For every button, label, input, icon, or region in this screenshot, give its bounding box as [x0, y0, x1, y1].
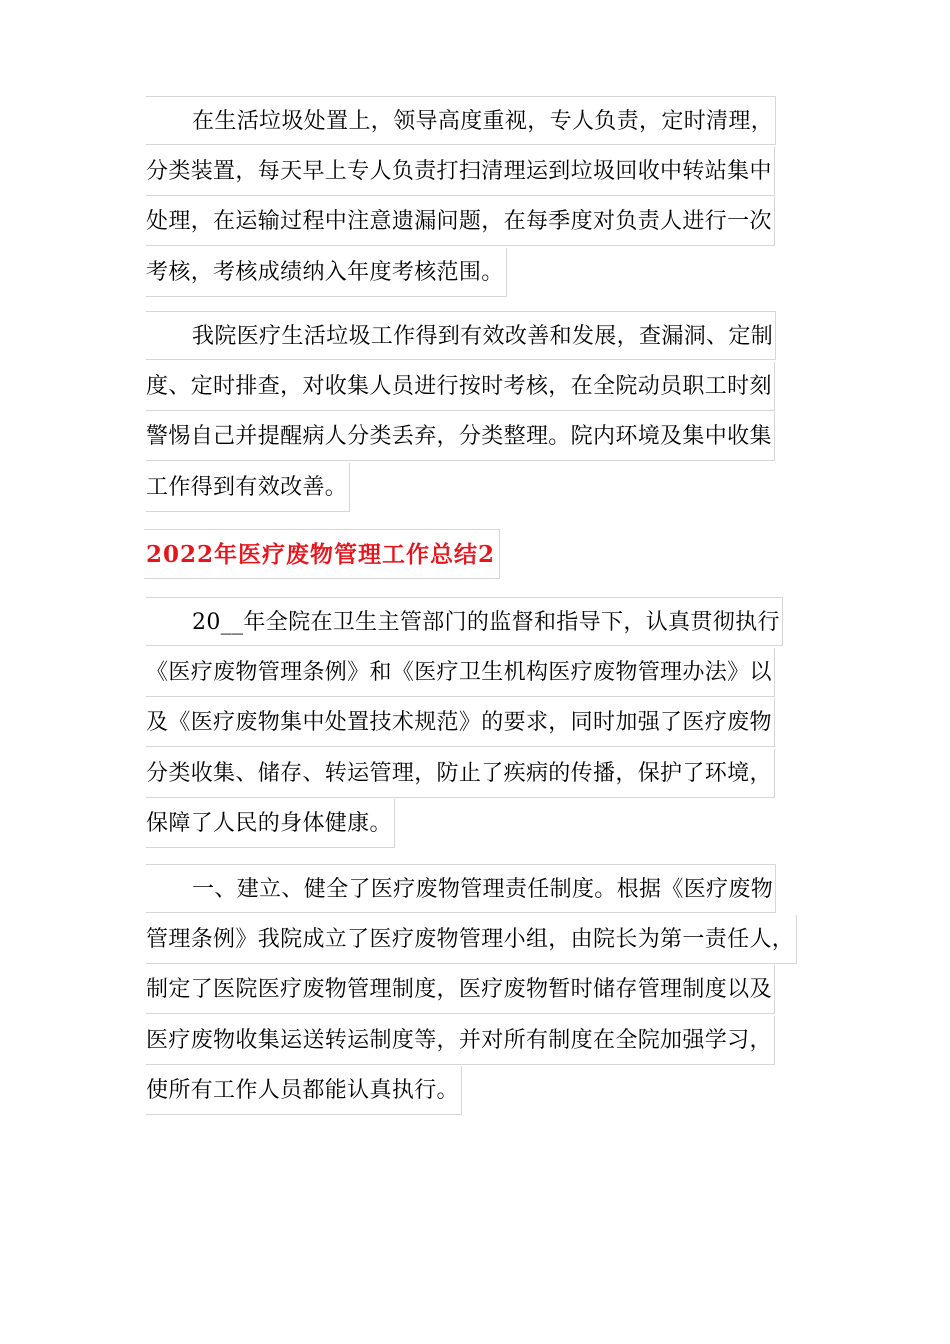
paragraph-line — [144, 248, 776, 299]
paragraph-line — [144, 311, 776, 362]
paragraph-line — [144, 1016, 797, 1067]
paragraph-line — [144, 915, 797, 966]
paragraph-line — [144, 147, 776, 198]
paragraph-line — [144, 412, 776, 463]
paragraph-line — [144, 799, 783, 850]
paragraph-text: 管理条例》我院成立了医疗废物管理小组，由院长为第一责任人， — [146, 926, 795, 952]
paragraph-line — [144, 197, 776, 248]
paragraph-line — [144, 864, 797, 915]
paragraph-text: 保障了人民的身体健康。 — [146, 811, 392, 836]
paragraph-text: 使所有工作人员都能认真执行。 — [146, 1078, 459, 1103]
paragraph-text: 考核，考核成绩纳入年度考核范围。 — [146, 259, 504, 285]
paragraph-text: 20__年全院在卫生主管部门的监督和指导下，认真贯彻执行 — [192, 610, 780, 635]
paragraph-responsibility-system — [144, 864, 797, 1117]
paragraph-text: 分类装置，每天早上专人负责打扫清理运到垃圾回收中转站集中 — [146, 158, 772, 184]
paragraph-text: 《医疗废物管理条例》和《医疗卫生机构医疗废物管理办法》以 — [146, 659, 772, 685]
paragraph-line — [144, 463, 776, 514]
paragraph-text: 工作得到有效改善。 — [146, 474, 348, 500]
paragraph-line — [144, 749, 783, 800]
paragraph-line — [144, 362, 776, 413]
paragraph-improvement — [144, 311, 776, 513]
paragraph-text: 一、建立、健全了医疗废物管理责任制度。根据《医疗废物 — [192, 877, 774, 902]
paragraph-text: 处理，在运输过程中注意遗漏问题，在每季度对负责人进行一次 — [146, 209, 772, 234]
paragraph-overview — [144, 597, 783, 850]
paragraph-line — [144, 965, 797, 1016]
paragraph-text: 警惕自己并提醒病人分类丢弃，分类整理。院内环境及集中收集 — [146, 424, 772, 449]
paragraph-text: 分类收集、储存、转运管理，防止了疾病的传播，保护了环境， — [146, 760, 772, 786]
paragraph-text: 我院医疗生活垃圾工作得到有效改善和发展，查漏洞、定制 — [192, 324, 774, 349]
paragraph-text: 及《医疗废物集中处置技术规范》的要求，同时加强了医疗废物 — [146, 710, 772, 735]
paragraph-line — [144, 698, 783, 749]
paragraph-text: 制定了医院医疗废物管理制度，医疗废物暂时储存管理制度以及 — [146, 977, 772, 1002]
paragraph-line — [144, 1066, 797, 1117]
paragraph-text: 度、定时排查，对收集人员进行按时考核，在全院动员职工时刻 — [146, 373, 772, 399]
paragraph-text: 在生活垃圾处置上，领导高度重视，专人负责，定时清理， — [192, 109, 774, 134]
paragraph-text: 医疗废物收集运送转运制度等，并对所有制度在全院加强学习， — [146, 1027, 772, 1053]
section-heading: 2022年医疗废物管理工作总结2 — [144, 529, 500, 579]
paragraph-line — [144, 597, 783, 648]
paragraph-line — [144, 648, 783, 699]
paragraph-waste-disposal — [144, 96, 776, 298]
paragraph-line — [144, 96, 776, 147]
